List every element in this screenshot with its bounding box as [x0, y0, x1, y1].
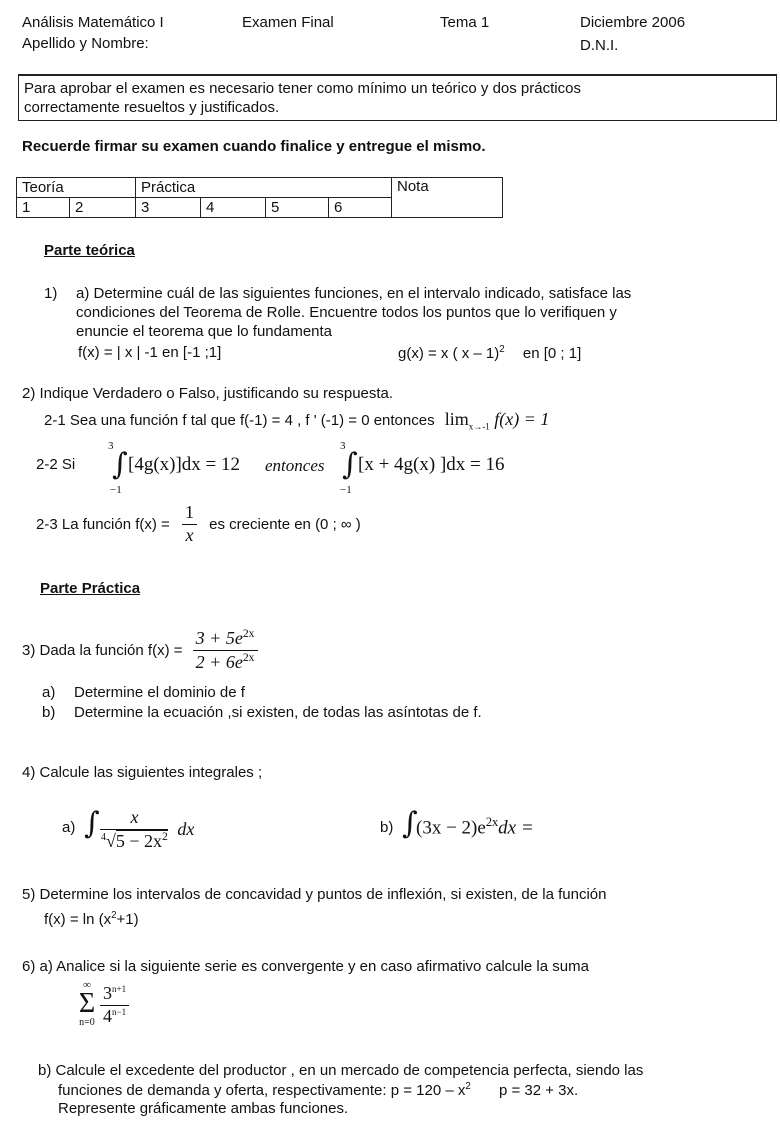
theory-header: Teoría — [17, 178, 136, 198]
q6-denominator-exponent: n−1 — [112, 1006, 127, 1017]
q2-3-fraction — [182, 503, 197, 546]
sigma-icon: Σ — [78, 988, 96, 1019]
grade-cell: 6 — [329, 198, 392, 218]
q2-1-text: 2-1 Sea una función f tal que f(-1) = 4 , f ' (-1) = 0 entonces — [44, 412, 435, 429]
passing-notice-box — [18, 74, 777, 121]
q4a-radicand — [116, 830, 168, 851]
name-label: Apellido y Nombre: — [22, 35, 149, 52]
q4a-denominator — [98, 830, 171, 852]
q3b-letter: b) — [42, 704, 56, 721]
topic-label: Tema 1 — [440, 14, 490, 31]
dni-label: D.N.I. — [580, 37, 619, 54]
q3 — [22, 628, 258, 673]
q6-numerator — [100, 984, 129, 1006]
q1-number: 1) — [44, 285, 58, 302]
q6b-demand-exponent: 2 — [465, 1081, 471, 1092]
q1-g-interval: en [0 ; 1] — [522, 345, 582, 362]
grade-cell: 5 — [266, 198, 329, 218]
q3-label: 3) Dada la función f(x) = — [22, 641, 183, 659]
q1-function-f: f(x) = | x | -1 en [-1 ;1] — [78, 344, 222, 361]
q3-denominator-exponent: 2x — [242, 650, 255, 664]
q4b-dx: dx = — [498, 817, 534, 839]
q6b-line-2 — [58, 1081, 578, 1099]
q6b-line-1: b) Calcule el excedente del productor , en un mercado de competencia perfecta, siendo las — [38, 1062, 644, 1079]
q2-title: 2) Indique Verdadero o Falso, justificando su respuesta. — [22, 385, 394, 402]
q2-1-lim: lim — [444, 409, 469, 429]
q6b-line-3: Represente gráficamente ambas funciones. — [58, 1100, 349, 1117]
notice-line-1: Para aprobar el examen es necesario tener como mínimo un teórico y dos prácticos — [24, 80, 581, 97]
q2-2-label: 2-2 Si — [36, 456, 76, 473]
grade-cell: 2 — [70, 198, 136, 218]
q2-1-lim-expression: f(x) = 1 — [489, 409, 550, 429]
q5-function-tail: +1) — [116, 911, 139, 928]
q4b-expression-text: (3x − 2)e — [416, 817, 486, 839]
q6-sum-lower: n=0 — [79, 1017, 95, 1028]
q2-2-lower-limit-1: −1 — [110, 484, 122, 496]
integral-sign-icon: ∫ — [112, 447, 128, 482]
q3b-text: Determine la ecuación ,si existen, de todas las asíntotas de f. — [74, 704, 482, 721]
q4a-numerator: x — [100, 808, 168, 830]
q2-2-upper-limit-1: 3 — [108, 440, 114, 452]
q6-fraction — [100, 984, 129, 1027]
q1-line-2: condiciones del Teorema de Rolle. Encuentre todos los puntos que lo verifiquen y — [76, 304, 617, 321]
integral-sign-icon: ∫ — [84, 806, 100, 841]
notice-line-2: correctamente resueltos y justificados. — [24, 99, 280, 116]
q2-3-label: 2-3 La función f(x) = — [36, 515, 170, 533]
q4a-label: a) — [62, 819, 76, 836]
q4-title: 4) Calcule las siguientes integrales ; — [22, 764, 263, 781]
grade-cell: 4 — [201, 198, 266, 218]
q4b-exponent: 2x — [485, 815, 499, 829]
q2-2-entonces: entonces — [265, 456, 325, 475]
q2-1 — [44, 409, 549, 432]
exam-title: Examen Final — [242, 14, 334, 31]
q1-line-1: a) Determine cuál de las siguientes funciones, en el intervalo indicado, satisface las — [76, 285, 632, 302]
sign-reminder: Recuerde firmar su examen cuando finalice y entregue el mismo. — [22, 138, 486, 155]
course-title: Análisis Matemático I — [22, 14, 164, 31]
passing-notice-text — [24, 79, 581, 117]
q6b-demand: funciones de demanda y oferta, respectivamente: p = 120 – x — [58, 1082, 466, 1099]
integral-sign-icon: ∫ — [342, 447, 358, 482]
q2-3-numerator: 1 — [182, 503, 197, 525]
q2-2-expression-1: [4g(x)]dx = 12 — [128, 454, 241, 475]
q5-function — [44, 910, 139, 928]
q3-fraction — [193, 628, 258, 673]
q4b-label: b) — [380, 819, 394, 836]
q6a-text: 6) a) Analice si la siguiente serie es convergente y en caso afirmativo calcule la suma — [22, 958, 589, 975]
q6b-supply: p = 32 + 3x. — [498, 1082, 579, 1099]
q6-numerator-base: 3 — [103, 983, 112, 1003]
q6-numerator-exponent: n+1 — [112, 984, 127, 994]
q1-g-expression: g(x) = x ( x – 1) — [398, 345, 500, 362]
q6-series — [72, 980, 102, 1028]
grade-header: Nota — [392, 178, 503, 218]
q2-2-upper-limit-2: 3 — [340, 440, 346, 452]
q4a-root-index: 4 — [101, 831, 106, 843]
q3a-text: Determine el dominio de f — [74, 684, 245, 701]
theory-section-title: Parte teórica — [44, 242, 135, 259]
q4b-expression — [416, 815, 534, 839]
q2-3-rest: es creciente en (0 ; ∞ ) — [209, 515, 361, 533]
q3-denominator — [193, 651, 258, 673]
exam-date: Diciembre 2006 — [580, 14, 686, 31]
q4a-radicand-text: 5 − 2x — [115, 830, 163, 851]
q6-denominator — [100, 1006, 129, 1027]
q1-line-3: enuncie el teorema que lo fundamenta — [76, 323, 333, 340]
q3a-letter: a) — [42, 684, 56, 701]
grades-table — [16, 177, 503, 218]
q2-3 — [36, 503, 361, 546]
q3-numerator-text: 3 + 5e — [195, 628, 243, 648]
q5-function-text: f(x) = ln (x — [44, 911, 112, 928]
q5-line-1: 5) Determine los intervalos de concavidad y puntos de inflexión, si existen, de la función — [22, 886, 607, 903]
q6-sum-upper: ∞ — [83, 979, 91, 991]
q6-denominator-base: 4 — [103, 1005, 112, 1026]
q2-2-expression-2: [x + 4g(x) ]dx = 16 — [358, 454, 505, 475]
practice-section-title: Parte Práctica — [40, 580, 141, 597]
q3-denominator-text: 2 + 6e — [195, 651, 243, 672]
q4a-fraction — [98, 808, 194, 852]
practice-header: Práctica — [136, 178, 392, 198]
q3-numerator — [193, 628, 258, 651]
q2-1-lim-subscript: x→-1 — [468, 421, 490, 432]
q2-3-denominator: x — [185, 524, 194, 545]
grade-cell: 3 — [136, 198, 201, 218]
q3-numerator-exponent: 2x — [242, 627, 255, 640]
integral-sign-icon: ∫ — [402, 806, 418, 841]
q4a-dx: dx — [177, 819, 195, 840]
q4a-fraction-body — [98, 808, 171, 852]
grade-cell: 1 — [17, 198, 70, 218]
q2-2-lower-limit-2: −1 — [340, 484, 352, 496]
q1-g-exponent: 2 — [499, 344, 505, 355]
q5-function-exponent: 2 — [111, 910, 117, 921]
radical-icon: √ — [106, 830, 116, 851]
q4a-radicand-exponent: 2 — [162, 829, 168, 843]
q6-fraction-body — [100, 984, 129, 1027]
q1-function-g — [398, 344, 581, 362]
